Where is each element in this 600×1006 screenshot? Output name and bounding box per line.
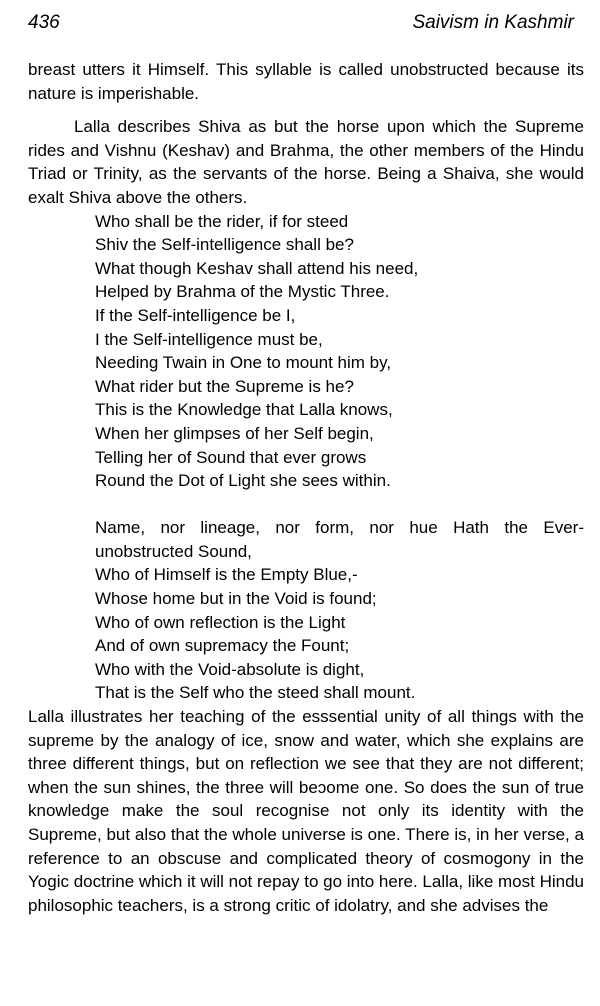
page-number: 436 xyxy=(28,12,60,33)
paragraph-shiva-horse: Lalla describes Shiva as but the horse upon which the Supreme rides and Vishnu (Keshav) and Brahma, the other members of the Hindu Triad or Trinity, as the servants of the horse. Being a Shaiva, she would exalt Shiva above the others. xyxy=(28,117,584,207)
verse-line: What rider but the Supreme is he? xyxy=(95,376,354,396)
verse-line: Who shall be the rider, if for steed xyxy=(95,211,349,231)
paragraph-continuation: breast utters it Himself. This syllable is called unobstructed because its nature is imperishable. xyxy=(28,60,584,103)
verse-line: If the Self-intelligence be I, xyxy=(95,305,296,325)
verse-stanza-2 xyxy=(28,516,584,705)
verse-line: Who with the Void-absolute is dight, xyxy=(95,659,365,679)
verse-stanza-1 xyxy=(28,210,584,493)
verse-line: Shiv the Self-intelligence shall be? xyxy=(95,235,354,255)
verse-line: Telling her of Sound that ever grows xyxy=(95,447,367,467)
verse-line: Who of Himself is the Empty Blue,- xyxy=(95,565,358,585)
verse-line: What though Keshav shall attend his need, xyxy=(95,258,419,278)
verse-line: Needing Twain in One to mount him by, xyxy=(95,353,392,373)
verse-line: When her glimpses of her Self begin, xyxy=(95,423,374,443)
verse-line: I the Self-intelligence must be, xyxy=(95,329,323,349)
running-head: Saivism in Kashmir xyxy=(412,12,574,33)
verse-line: That is the Self who the steed shall mount. xyxy=(95,683,416,703)
verse-line: And of own supremacy the Fount; xyxy=(95,636,350,656)
verse-line: This is the Knowledge that Lalla knows, xyxy=(95,400,393,420)
verse-line: Who of own reflection is the Light xyxy=(95,612,346,632)
paragraph-ice-snow-water: Lalla illustrates her teaching of the esssential unity of all things with the supreme by the analogy of ice, snow and water, which she explains are three different things, but on reflection we see that they are not different; when the sun shines, the three will beɔome one. So does the sun of true knowledge make the soul recognise not only its identity with the Supreme, but also that the whole universe is one. There is, in her verse, a reference to an obscuse and complicated theory of cosmogony in the Yogic doctrine which it will not repay to go into here. Lalla, like most Hindu philosophic teachers, is a strong critic of idolatry, and she advises the xyxy=(28,707,584,915)
page-header xyxy=(28,12,574,38)
body-text xyxy=(28,58,584,917)
verse-line: Round the Dot of Light she sees within. xyxy=(95,471,391,491)
verse-line: Name, nor lineage, nor form, nor hue Hath the Ever-unobstructed Sound, xyxy=(95,518,584,561)
verse-line: Whose home but in the Void is found; xyxy=(95,589,377,609)
verse-line: Helped by Brahma of the Mystic Three. xyxy=(95,282,390,302)
